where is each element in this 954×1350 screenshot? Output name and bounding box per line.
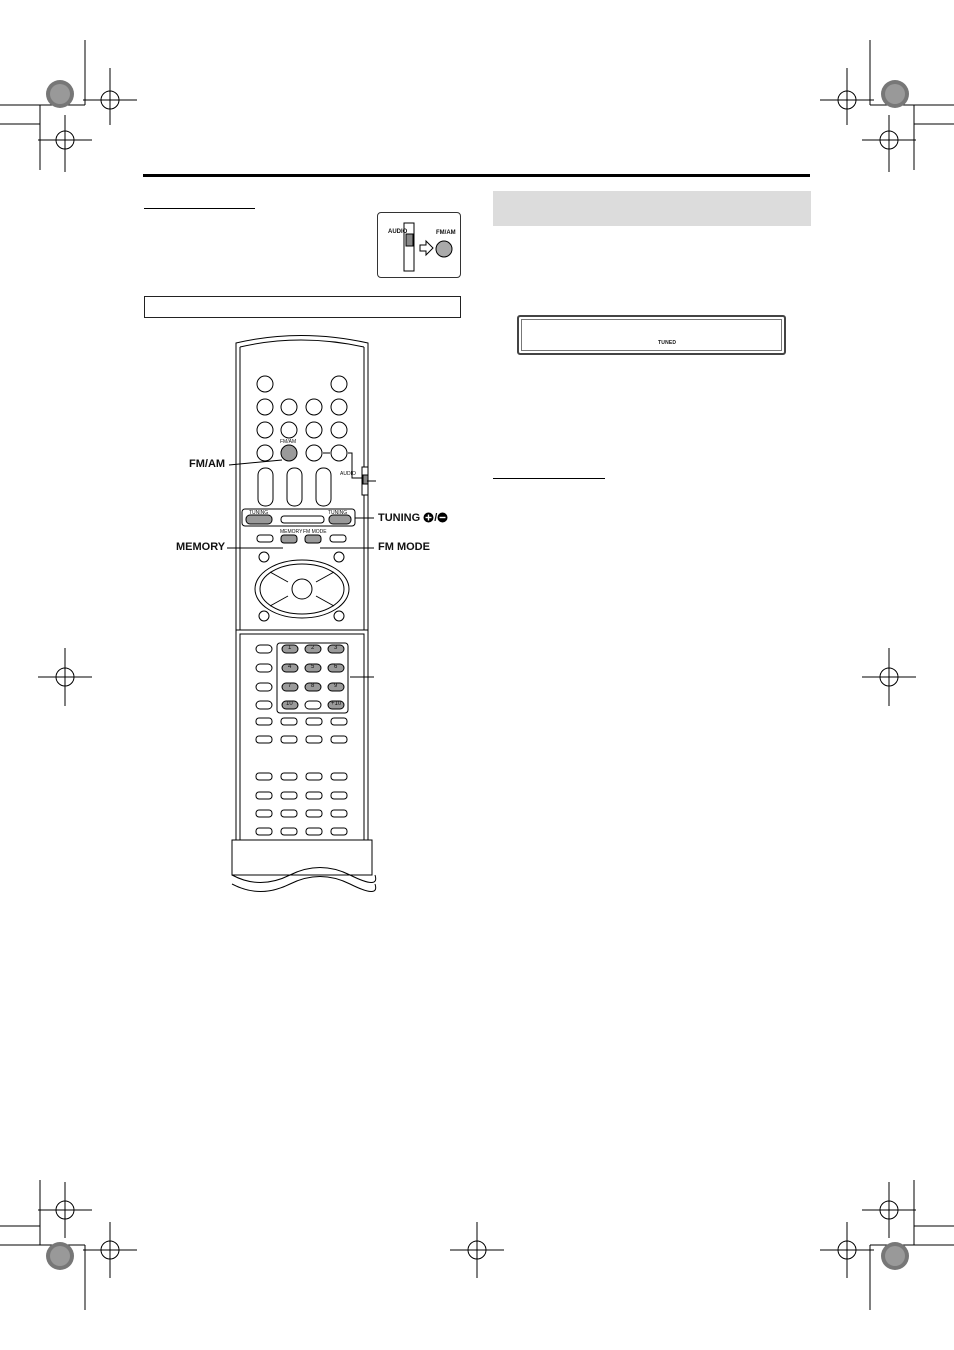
minus-circle-icon bbox=[437, 512, 448, 523]
audio-label: AUDIO bbox=[388, 229, 408, 235]
remote-memory-text: MEMORY bbox=[280, 529, 303, 535]
numpad-key: 6 bbox=[334, 664, 338, 670]
callout-tuning-text: TUNING bbox=[378, 512, 421, 524]
numpad-key: 5 bbox=[311, 664, 315, 670]
remote-tuning-left-text: TUNING bbox=[249, 510, 269, 516]
numpad-key: 7 bbox=[288, 683, 292, 689]
callout-memory: MEMORY bbox=[176, 541, 226, 553]
callout-tuning bbox=[378, 512, 448, 524]
remote-audio-text: AUDIO bbox=[340, 471, 356, 477]
numpad-key: 2 bbox=[311, 645, 315, 651]
remote-fm-am-text: FM/AM bbox=[280, 439, 297, 445]
plus-circle-icon bbox=[423, 512, 434, 523]
numpad-key: 3 bbox=[334, 645, 338, 651]
numpad-key: 8 bbox=[311, 683, 315, 689]
fm-am-label: FM/AM bbox=[436, 230, 456, 236]
callout-fm-mode: FM MODE bbox=[378, 541, 430, 553]
callout-fm-am: FM/AM bbox=[189, 458, 226, 470]
tuned-indicator: TUNED bbox=[658, 340, 677, 346]
numpad-key: +10 bbox=[331, 701, 342, 707]
numpad-key: 9 bbox=[334, 683, 338, 689]
callout-tuning-slash: / bbox=[434, 512, 438, 524]
numpad-key: 10 bbox=[286, 701, 293, 707]
remote-tuning-right-text: TUNING bbox=[328, 510, 348, 516]
numpad-key: 1 bbox=[288, 645, 292, 651]
remote-fm-mode-text: FM MODE bbox=[303, 529, 327, 535]
numpad-key: 4 bbox=[288, 664, 292, 670]
